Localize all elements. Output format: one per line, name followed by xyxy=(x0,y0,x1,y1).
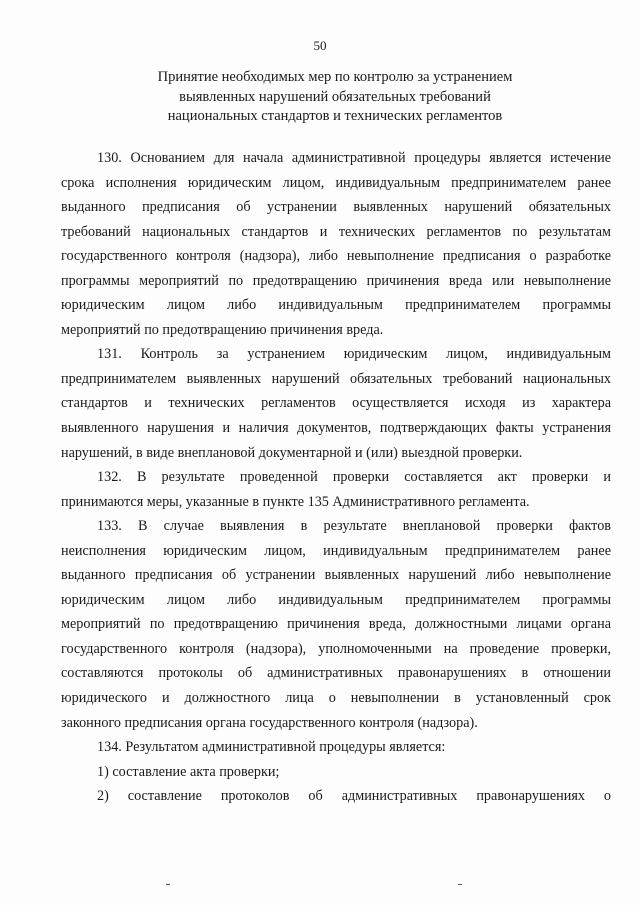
text-line: мероприятий по предотвращению причинения вреда, должностными лицами органа xyxy=(61,616,611,633)
text-line: государственного контроля (надзора), уполномоченными на проведение проверки, xyxy=(61,640,611,657)
text-line: требований национальных стандартов и технических регламентов по результатам xyxy=(61,223,611,240)
document-body xyxy=(61,146,611,809)
text-line: составляются протоколы об административных правонарушениях в отношении xyxy=(61,665,611,682)
text-line: юридическим лицом либо индивидуальным предпринимателем программы xyxy=(61,297,611,314)
scan-artifact xyxy=(166,884,170,885)
heading-line: выявленных нарушений обязательных требований xyxy=(179,88,491,105)
text-line: государственного контроля (надзора), либо невыполнение предписания о разработке xyxy=(61,248,611,265)
text-line: выявленного нарушения и наличия документов, подтверждающих факты устранения xyxy=(61,420,611,437)
heading-line: национальных стандартов и технических регламентов xyxy=(167,108,503,124)
text-line: нарушений, в виде внеплановой документарной и (или) выездной проверки. xyxy=(61,444,523,461)
text-line: срока исполнения юридическим лицом, индивидуальным предпринимателем ранее xyxy=(61,174,611,191)
text-line: 1) составление акта проверки; xyxy=(97,763,280,780)
text-line: 133. В случае выявления в результате внеплановой проверки фактов xyxy=(97,518,611,535)
text-line: 2) составление протоколов об административных правонарушениях о xyxy=(97,788,611,805)
text-line: программы мероприятий по предотвращению причинения вреда или невыполнение xyxy=(61,272,611,289)
text-line: 131. Контроль за устранением юридическим лицом, индивидуальным xyxy=(97,346,611,363)
text-line: юридическим лицом либо индивидуальным предпринимателем программы xyxy=(61,591,611,608)
text-line: 134. Результатом административной процедуры является: xyxy=(97,739,446,756)
scan-artifact xyxy=(458,884,462,885)
text-line: выданного предписания об устранении выявленных нарушений обязательных xyxy=(61,199,611,216)
text-line: стандартов и технических регламентов осуществляется исходя из характера xyxy=(61,395,611,412)
text-line: выданного предписания об устранении выявленных нарушений либо невыполнение xyxy=(61,567,611,584)
text-line: 132. В результате проведенной проверки составляется акт проверки и xyxy=(97,469,611,486)
text-line: юридического и должностного лица о невыполнении в установленный срок xyxy=(61,690,611,707)
text-line: законного предписания органа государственного контроля (надзора). xyxy=(61,714,478,731)
text-line: принимаются меры, указанные в пункте 135 Административного регламента. xyxy=(61,493,530,510)
text-line: предпринимателем выявленных нарушений обязательных требований национальных xyxy=(61,370,611,387)
heading-line: Принятие необходимых мер по контролю за устранением xyxy=(157,69,513,85)
text-line: 130. Основанием для начала административной процедуры является истечение xyxy=(97,150,611,166)
text-line: мероприятий по предотвращению причинения вреда. xyxy=(61,321,384,338)
section-heading xyxy=(100,68,570,127)
text-line: неисполнения юридическим лицом, индивидуальным предпринимателем ранее xyxy=(61,542,611,559)
page-number: 50 xyxy=(313,38,327,53)
